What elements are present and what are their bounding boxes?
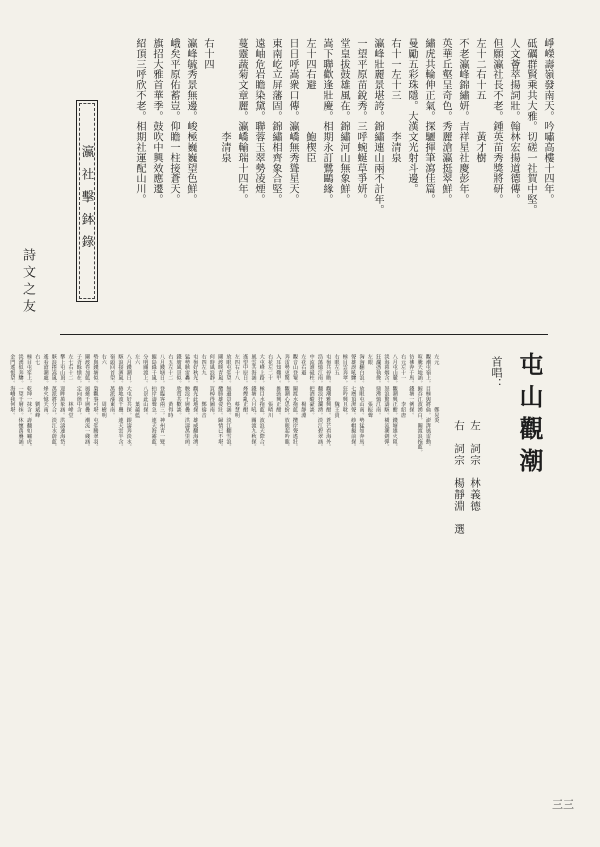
judge-line-right: 右 詞宗 楊靜淵 選 <box>453 420 465 535</box>
poem-text-column: 關渡映青嵐。攬勝雄姿壯。歸情已不堪。 <box>217 354 224 450</box>
top-text-column: 右十一左十三 李清泉 <box>389 38 400 163</box>
top-text-column: 英華丘壑呈奇色。秀麗滄瀛挺翠鮮。 <box>440 38 451 205</box>
poem-text-column: 屯嶺共停瞻。觀潮雅興酣。蒼芒看海外。 <box>325 354 332 450</box>
top-text-column: 右十四 <box>202 38 213 70</box>
top-text-column: 峨矣平原佑蓄豈。仰瞻一柱接蒼天。 <box>168 38 179 205</box>
top-text-column: 李清泉 <box>219 38 230 163</box>
section-heading: 瀛社擊鉢錄 <box>80 144 95 258</box>
poem-text-column: 駭浪捲嵩嵐。萬派將分合。淡江水蔚藍。 <box>50 354 57 450</box>
page-number: 三三 <box>552 798 574 811</box>
poem-text-column: 攀上屯山頂。迎眸萬象涵。洪濤連海岱。 <box>59 354 66 450</box>
poem-text-column: 嶺頭回首望。萬派漲東南。 <box>109 354 116 418</box>
top-text-column: 左十四右避 鮑楔臣 <box>304 38 315 163</box>
top-text-column: 一望平原苗銳秀。三呼蜿蜒草爭妍。 <box>355 38 366 205</box>
top-text-column: 左十二右十五 黃才樹 <box>474 38 485 163</box>
poem-text-column: 何時風浪靜。買棹得圖南。 <box>208 354 215 418</box>
top-text-column: 旗招大雅首華季。鼓吹中興效應遷。 <box>151 38 162 205</box>
poem-text-column: 遙望中原日。烽煙亂正酣。 <box>242 354 249 418</box>
top-text-column: 日日呼嵩衆口傳。瀛嶠無秀聳星天。 <box>287 38 298 205</box>
poem-text-column: 分明關渡上。八景此山探。 <box>142 354 149 418</box>
poem-text-column: 入耳知難甲。推鼓興正酣。 <box>275 354 282 418</box>
poem-text-column: 洶洶翻白浪。放眼屯山南。勢猛如奔馬。 <box>358 354 365 450</box>
top-text-column: 嵩下聯歡逢壯慶。相期永訂鷺鷗緣。 <box>321 38 332 205</box>
poem-topic-title: 屯山觀潮 <box>515 352 544 480</box>
poem-text-column: 猛勢駭雷轟。駿浪千層疊。洪濤萬里函。 <box>183 354 190 450</box>
top-text-column: 但願瀛社長不老。鍾英苗秀獎將研。 <box>491 38 502 205</box>
poem-text-column: 左眼 張振聲 <box>366 354 373 418</box>
poem-text-column: 淡海暮烟含。怒浪驚濤駭。橫流潮劍彈。 <box>383 354 390 450</box>
poem-text-column: 右元左十一 李紹唐 <box>400 354 407 418</box>
top-text-column: 曼勵五彩珠隱。大漢文光射斗邊。 <box>406 38 417 194</box>
poem-text-column: 風雲共海涵。錢塘八月吼。關渡九秋探。 <box>250 354 257 450</box>
poem-text-column: 浩蕩憶江南。翻浪狂瀾湧。淡江碧翠涵。 <box>316 354 323 450</box>
poem-text-column: 觀潮屯嶺上。目極與將倫。澎湃風雷動。 <box>424 354 431 450</box>
poem-text-column: 極目屯峯上。乾坤一抹含。壽翻如嘯虎。 <box>25 354 32 450</box>
top-text-column: 東南屹立屏藩固。錦繡相齊象合堅。 <box>270 38 281 205</box>
poem-text-column: 屯嶺好秋光。觀光此地探。雄威翻海湧。 <box>192 354 199 450</box>
top-text-column: 崢嶸壽嶺發南天。吟嘯高樓十四年。 <box>542 38 553 205</box>
poem-text-column: 右花左二十 張晴川 <box>267 354 274 418</box>
poem-text-column: 奔雷勢更驚。觀潮心思紛。放眼起吟龍。 <box>283 354 290 450</box>
publication-title: 詩文之友 <box>20 248 35 316</box>
judge-line-left: 左 詞宗 林義德 <box>469 420 481 512</box>
poem-text-column: 右七 劉斌峰 <box>34 354 41 418</box>
poem-text-column: 勢與錢塘似。梟觀事可堪。屯峯騰翠羽。 <box>92 354 99 450</box>
section-heading-box <box>76 100 98 302</box>
poem-text-column: 錢塘風景似。欣賞共歡談。 <box>175 354 182 418</box>
poem-text-column: 左四右十八 蔡慧明 <box>233 354 240 418</box>
poem-text-column: 八月錢塘日。登臨客兩三。神州青一髮。 <box>158 354 165 450</box>
poem-text-column: 喧騰天地涵。鯨吞江波湧白。關渡浪拖藍。 <box>416 354 423 455</box>
poem-text-column: 大屯峰上路。極目水拖藍。波浪天際合。 <box>258 354 265 450</box>
poem-text-column: 金門遙悵望。海嶠我何堪。 <box>9 354 16 418</box>
top-text-column: 紹頂三呼欣不老。相期社運配山川。 <box>134 38 145 205</box>
poem-text-column: 左元 鄭晃炎 <box>433 354 440 423</box>
poem-text-column: 右四左九 鄭禱音 <box>200 354 207 418</box>
poem-text-column: 放眼屯峯望。無邊景色涵。淡江翻雪浪。 <box>225 354 232 450</box>
poem-text-column: 中流誰砥柱。把酒縱豪談。 <box>308 354 315 418</box>
poem-text-column: 右眼左五 魏王貴 <box>333 354 340 418</box>
poem-text-column: 左七右十二 林峰堂 <box>67 354 74 418</box>
top-text-column: 堂皇拔鼓雄風在。錦繡河山無象鮮。 <box>338 38 349 205</box>
poem-text-column: 聲雄訝吼驂。七層頂湃聲。紗帽擬前探。 <box>350 354 357 450</box>
top-text-column: 不老瀛峰錦繡妍。吉祥星社慶彭年。 <box>457 38 468 205</box>
poem-text-column: 左六 葉蘊藍 <box>134 354 141 418</box>
poem-text-column: 關渡卷加藍。風捲千層疊。潮流一綫涵。 <box>84 354 91 450</box>
top-text-column: 人文薈萃揚詞壯。翰林宏揚道德傳。 <box>508 38 519 205</box>
poem-text-column: 鯤島綠千嵐。拍岸濤聲急。連天海霧藍。 <box>150 354 157 450</box>
poem-text-column: 狂瀾憑執挽。鼎沸憶江南。 <box>375 354 382 418</box>
section-heading-frame <box>79 103 95 299</box>
poem-text-column: 彷彿奔千馬。錢塘一例探。 <box>408 354 415 418</box>
poem-text-column: 子胥餘憤在。定向箇中含。 <box>75 354 82 418</box>
poem-text-column: 觀音山登罨。關渡水拖藍。攬岸聲遙壯。 <box>291 354 298 450</box>
top-text-column: 瀛峰壯麗景堪誇。錦繡連山兩不計年。 <box>372 38 383 215</box>
poem-text-column: 淡湧似奔驂。一望千層抹。休懷萬疊涵。 <box>17 354 24 450</box>
top-text-column: 遠岫危岩瞻染黛。聯蓉玉翠勢凌煙。 <box>253 38 264 205</box>
poem-text-column: 右六 周樹明 <box>100 354 107 418</box>
first-chant-label: 首唱： <box>490 356 503 389</box>
poem-text-column: 極目雲奔翠。狂吟興且耽。 <box>341 354 348 418</box>
poem-text-column: 駭浪接濱嵐。捲地波千疊。連天雲半含。 <box>117 354 124 450</box>
poem-text-column: 八月錢潮日。大屯好共探。銀濤奔淡水。 <box>125 354 132 450</box>
poem-text-column: 遙看滄潮處。烽火憶天南。 <box>42 354 49 418</box>
top-text-column: 蔓靈蔬菊文章麗。瀛嶠輸瑞十四年。 <box>236 38 247 205</box>
top-text-column: 砥礪群賢乘共大雅。切磋一社賀中堅。 <box>525 38 536 215</box>
poem-text-column: 八月屯山麓。觀潮興正酣。錢塘雄火阻。 <box>391 354 398 450</box>
top-text-column: 瀛峰毓秀景無邊。峻極巍巍望色鮮。 <box>185 38 196 205</box>
poem-text-column: 左花右避 楊靜淵 <box>300 354 307 418</box>
poem-text-column: 右五左十二 黃得時 <box>167 354 174 418</box>
section-divider <box>60 334 548 335</box>
top-text-column: 繡虎共輪伸正氣。探驪揮筆瀉佳篇。 <box>423 38 434 205</box>
